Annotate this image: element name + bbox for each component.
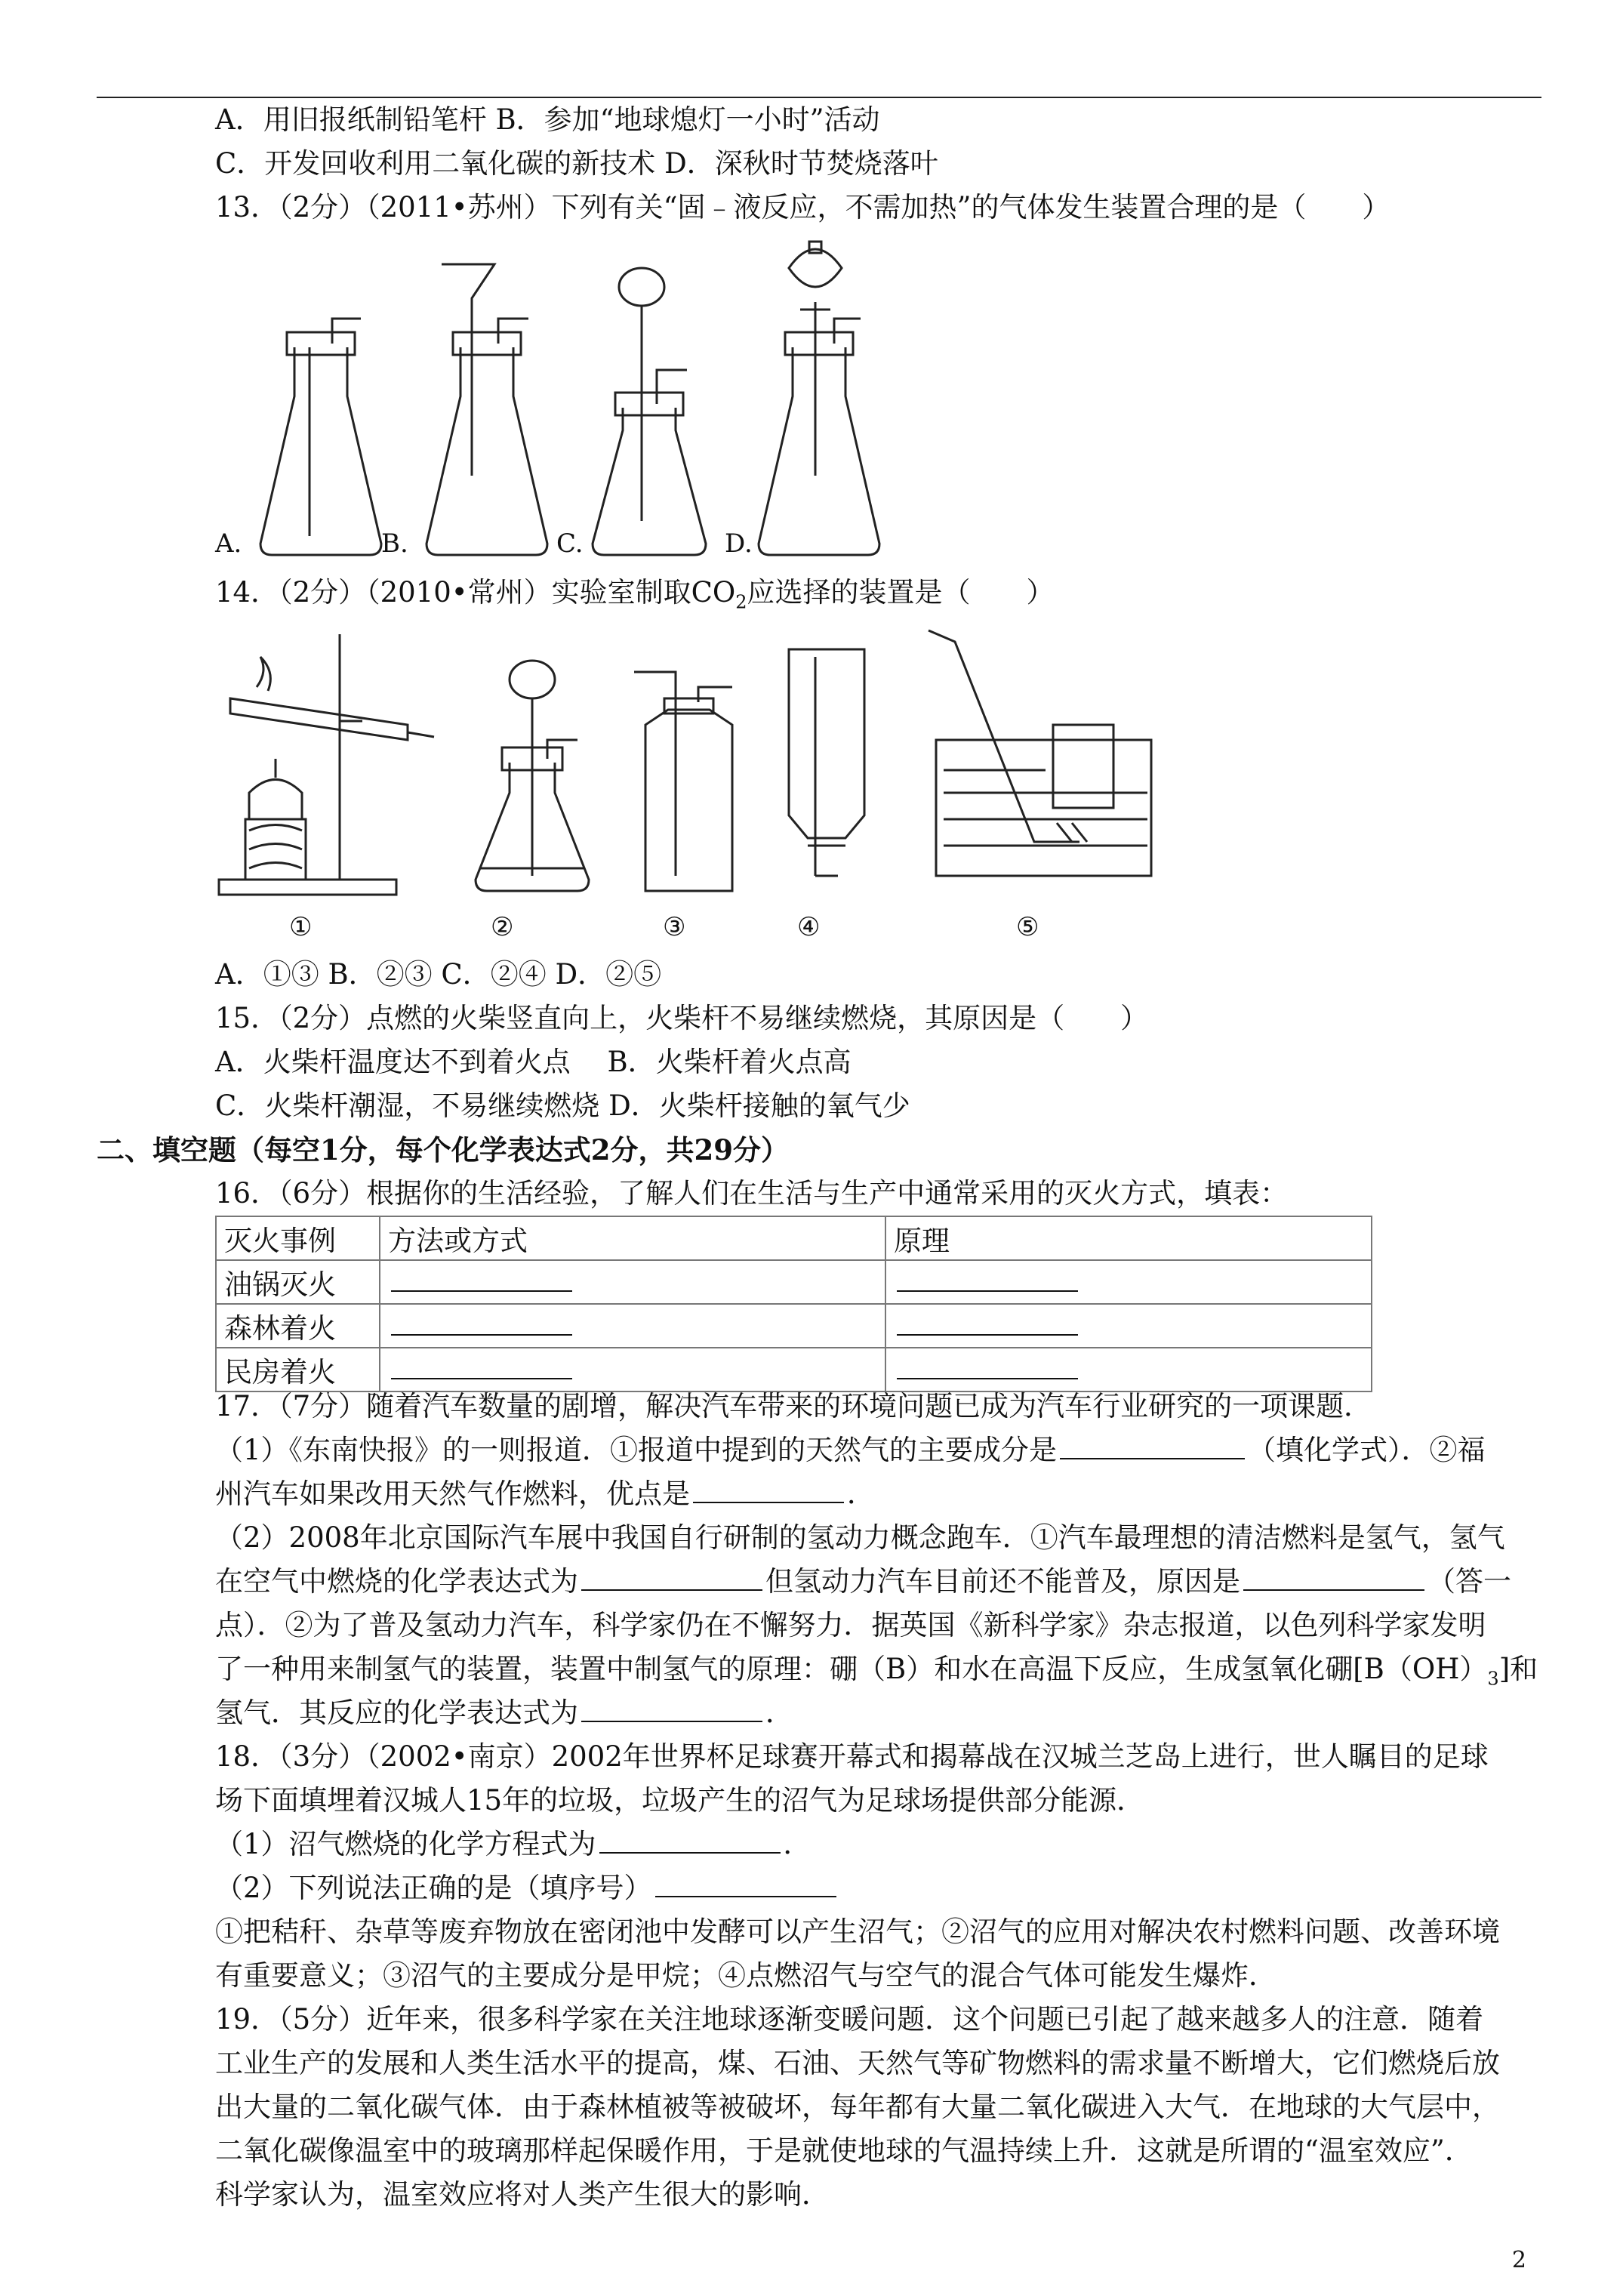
q18-part1 <box>215 1827 812 1862</box>
punct: ． <box>783 1828 812 1860</box>
q15-stem: 15．（2分）点燃的火柴竖直向上，火柴杆不易继续燃烧，其原因是（ ） <box>215 1002 1149 1034</box>
answer-blank[interactable] <box>1243 1567 1424 1591</box>
page-number: 2 <box>1511 2247 1526 2273</box>
q14-device-4 <box>789 649 864 876</box>
subscript: 3 <box>1487 1668 1499 1690</box>
table-row-label: 民房着火 <box>216 1348 380 1391</box>
answer-blank[interactable] <box>581 1567 762 1591</box>
answer-blank[interactable] <box>599 1829 781 1854</box>
q17-part1-text2: 州汽车如果改用天然气作燃料，优点是 <box>215 1478 690 1510</box>
answer-blank-cell[interactable] <box>885 1348 1372 1391</box>
q18-statements-line2: 有重要意义；③沼气的主要成分是甲烷；④点燃沼气与空气的混合气体可能发生爆炸． <box>215 1959 1277 1992</box>
q17-part2-text: 在空气中燃烧的化学表达式为 <box>215 1565 578 1598</box>
table-header-row <box>216 1216 1372 1260</box>
q18-stem-line2: 场下面填埋着汉城人15年的垃圾，垃圾产生的沼气为足球场提供部分能源． <box>215 1784 1145 1817</box>
section-2-heading: 二、填空题（每空1分，每个化学表达式2分，共29分） <box>97 1133 789 1166</box>
q17-part2-text-end: （答一 <box>1427 1565 1511 1598</box>
q14-stem <box>215 575 1055 619</box>
q19-line4: 二氧化碳像温室中的玻璃那样起保暖作用，于是就使地球的气温持续上升．这就是所谓的“温室效应”． <box>215 2134 1473 2167</box>
table-header: 灭火事例 <box>216 1216 380 1260</box>
table-header: 方法或方式 <box>380 1216 885 1260</box>
table-row <box>216 1348 1372 1391</box>
q18-stem-line1: 18．（3分）（2002•南京）2002年世界杯足球赛开幕式和揭幕战在汉城兰芝岛上进行，世人瞩目的足球 <box>215 1740 1489 1773</box>
table-row <box>216 1260 1372 1304</box>
q14-options: A．①③ B．②③ C．②④ D．②⑤ <box>215 958 662 991</box>
punct: ． <box>765 1697 793 1729</box>
q17-part2-line1: （2）2008年北京国际汽车展中我国自行研制的氢动力概念跑车．①汽车最理想的清洁燃料是氢气，氢气 <box>215 1521 1505 1554</box>
q18-part1-text: （1）沼气燃烧的化学方程式为 <box>215 1828 596 1860</box>
q13-flask-a <box>260 319 381 555</box>
header-rule <box>97 97 1541 98</box>
q14-label-5: ⑤ <box>1016 912 1039 942</box>
q18-statements-line1: ①把秸秆、杂草等废弃物放在密闭池中发酵可以产生沼气；②沼气的应用对解决农村燃料问题、改善环境 <box>215 1915 1500 1948</box>
table-row <box>216 1304 1372 1348</box>
q19-line1: 19．（5分）近年来，很多科学家在关注地球逐渐变暖问题．这个问题已引起了越来越多人的注意．随着 <box>215 2003 1484 2036</box>
q14-stem-tail: 应选择的装置是（ ） <box>747 576 1055 609</box>
q14-device-2 <box>476 661 589 891</box>
table-row-label: 油锅灭火 <box>216 1260 380 1304</box>
q17-part2-text4-end: ]和 <box>1498 1653 1538 1685</box>
q17-part2-text-mid: 但氢动力汽车目前还不能普及，原因是 <box>765 1565 1240 1598</box>
table-row-label: 森林着火 <box>216 1304 380 1348</box>
q13-flask-b <box>427 264 547 555</box>
answer-blank-cell[interactable] <box>885 1304 1372 1348</box>
q17-part2-text4: 了一种用来制氢气的装置，装置中制氢气的原理：硼（B）和水在高温下反应，生成氢氧化硼[B（OH） <box>215 1653 1488 1685</box>
answer-blank-cell[interactable] <box>885 1260 1372 1304</box>
q17-part1-text: （1）《东南快报》的一则报道．①报道中提到的天然气的主要成分是 <box>215 1434 1058 1466</box>
q17-part1-line2 <box>215 1477 875 1512</box>
q14-label-2: ② <box>491 912 514 942</box>
answer-blank-cell[interactable] <box>380 1348 885 1391</box>
q19-line5: 科学家认为，温室效应将对人类产生很大的影响． <box>215 2178 830 2211</box>
q13-flask-d <box>759 242 879 555</box>
answer-blank-cell[interactable] <box>380 1304 885 1348</box>
q13-label-d: D. <box>725 529 753 559</box>
q12-options-cd: C．开发回收利用二氧化碳的新技术 D．深秋时节焚烧落叶 <box>215 147 938 180</box>
q16-stem: 16．（6分）根据你的生活经验，了解人们在生活与生产中通常采用的灭火方式，填表： <box>215 1177 1289 1210</box>
q14-stem-text: 14．（2分）（2010•常州）实验室制取CO <box>215 576 736 609</box>
q15-options-cd: C．火柴杆潮湿，不易继续燃烧 D．火柴杆接触的氧气少 <box>215 1089 910 1122</box>
q13-apparatus-figure <box>249 234 913 566</box>
punct: ． <box>847 1478 875 1510</box>
q17-part1-text-tail: （填化学式）．②福 <box>1248 1434 1486 1466</box>
q18-part2-text: （2）下列说法正确的是（填序号） <box>215 1872 652 1904</box>
q14-label-4: ④ <box>797 912 821 942</box>
q14-device-3 <box>634 672 732 891</box>
q17-part2-line4 <box>215 1652 1538 1696</box>
q12-options-ab: A．用旧报纸制铅笔杆 B．参加“地球熄灯一小时”活动 <box>215 103 880 136</box>
q14-subscript: 2 <box>735 591 747 613</box>
q16-table <box>215 1216 1372 1392</box>
answer-blank[interactable] <box>693 1479 844 1503</box>
q13-stem: 13．（2分）（2011•苏州）下列有关“固﹣液反应，不需加热”的气体发生装置合理的是（ ） <box>215 191 1390 223</box>
q14-device-1 <box>219 634 434 895</box>
answer-blank-cell[interactable] <box>380 1260 885 1304</box>
answer-blank[interactable] <box>1060 1435 1245 1459</box>
q17-part2-line5 <box>215 1696 793 1730</box>
q17-part2-text5: 氢气．其反应的化学表达式为 <box>215 1697 578 1729</box>
q19-line3: 出大量的二氧化碳气体．由于森林植被等被破坏，每年都有大量二氧化碳进入大气．在地球的大气层中， <box>215 2091 1500 2123</box>
q17-stem: 17．（7分）随着汽车数量的剧增，解决汽车带来的环境问题已成为汽车行业研究的一项课题． <box>215 1390 1372 1422</box>
q17-part2-line2 <box>215 1564 1511 1599</box>
q14-apparatus-figure <box>215 627 1438 906</box>
table-header: 原理 <box>885 1216 1372 1260</box>
q19-line2: 工业生产的发展和人类生活水平的提高，煤、石油、天然气等矿物燃料的需求量不断增大，它们燃烧后放 <box>215 2047 1500 2079</box>
answer-blank[interactable] <box>655 1873 836 1897</box>
q13-label-c: C. <box>556 529 584 559</box>
q17-part2-line3: 点）．②为了普及氢动力汽车，科学家仍在不懈努力．据英国《新科学家》杂志报道，以色列科学家发明 <box>215 1609 1486 1641</box>
q13-flask-c <box>593 268 706 555</box>
q14-label-1: ① <box>289 912 313 942</box>
q13-label-b: B. <box>381 529 408 559</box>
answer-blank[interactable] <box>581 1698 762 1722</box>
q13-label-a: A. <box>215 529 242 559</box>
q14-label-3: ③ <box>663 912 686 942</box>
q18-part2 <box>215 1871 839 1906</box>
q14-device-5 <box>929 630 1151 876</box>
q15-options-ab: A．火柴杆温度达不到着火点 B．火柴杆着火点高 <box>215 1046 852 1078</box>
q17-part1-line1 <box>215 1433 1486 1468</box>
